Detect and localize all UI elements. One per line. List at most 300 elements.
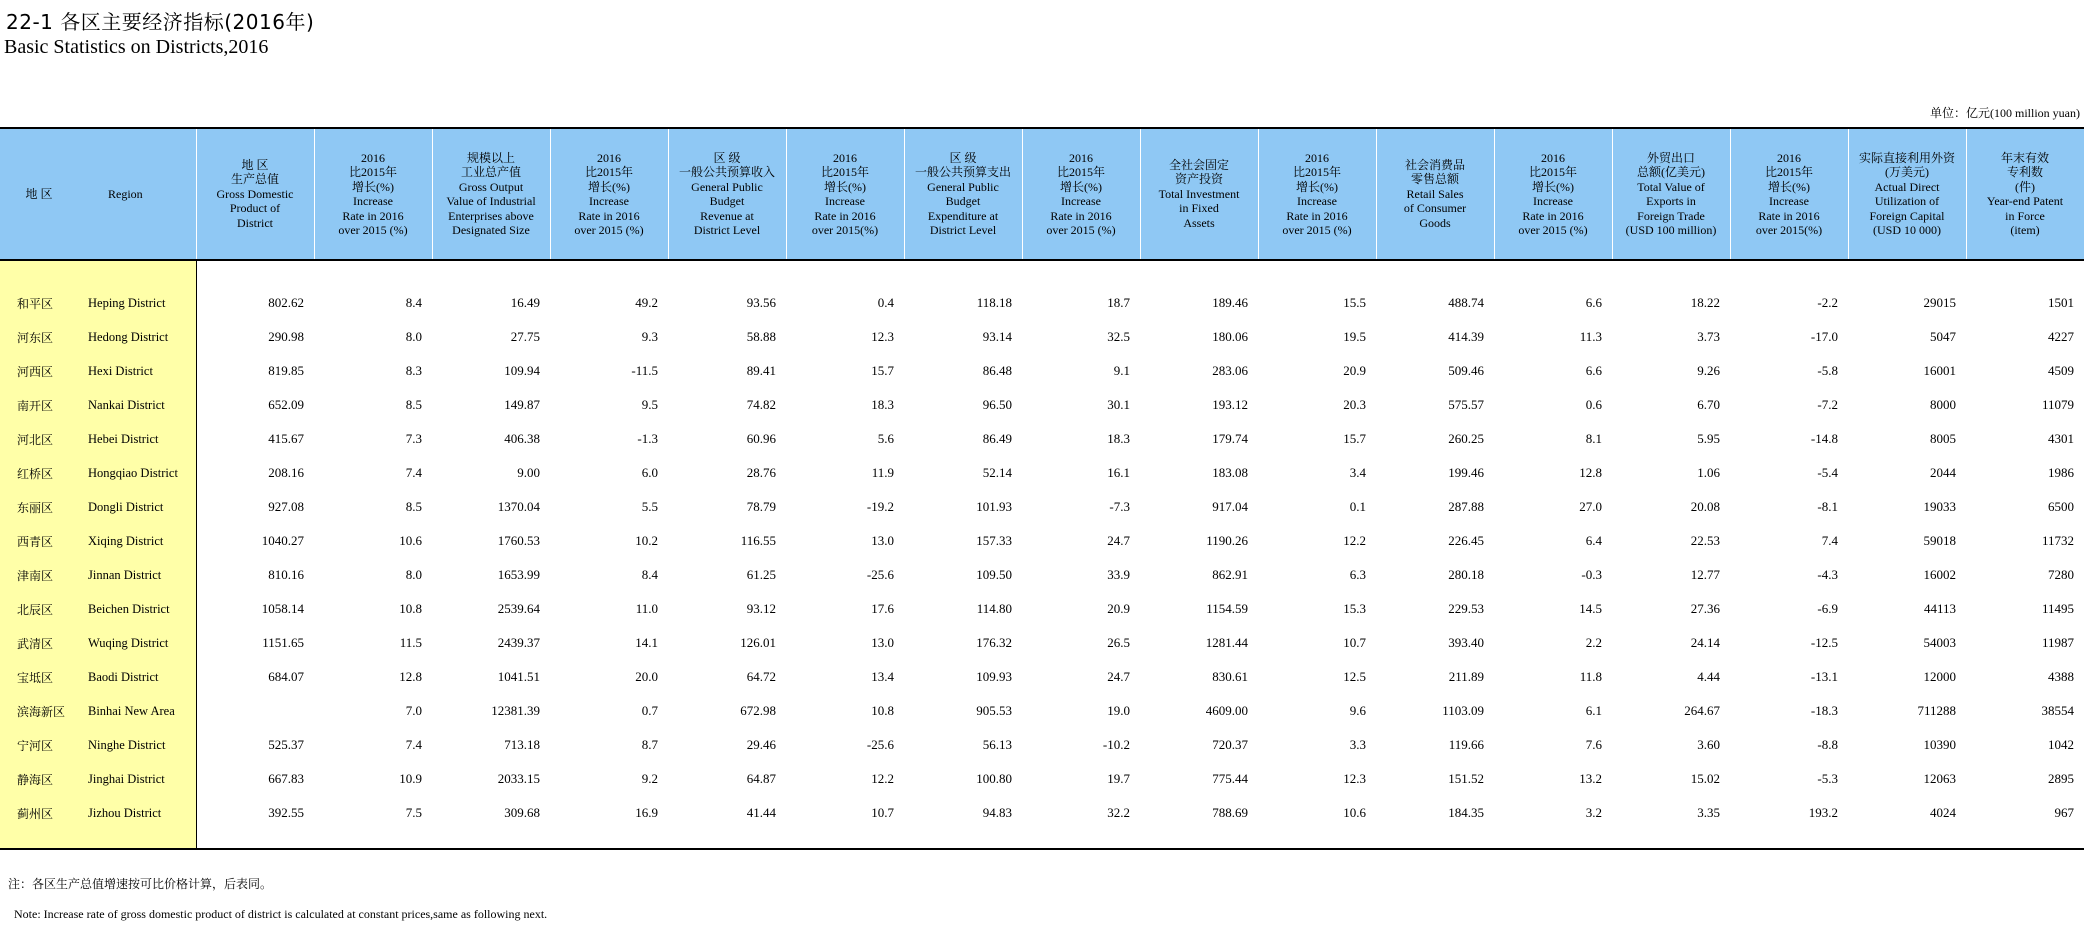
table-cell: 211.89 [1448, 669, 1484, 684]
table-cell: -8.1 [1817, 499, 1838, 514]
district-name-cn: 东丽区 [0, 490, 78, 524]
table-cell: 5.95 [1697, 431, 1720, 446]
table-cell: 0.6 [1585, 397, 1602, 412]
column-header-2 [196, 128, 314, 260]
table-cell: 15.02 [1690, 771, 1720, 786]
table-cell: 788.69 [1212, 805, 1248, 820]
column-header-7 [786, 128, 904, 260]
district-name-en: Hedong District [78, 320, 196, 354]
table-cell: 19.0 [1107, 703, 1130, 718]
table-cell: 16002 [1923, 567, 1956, 582]
column-header-label: 区 级 一般公共预算收入 General Public Budget Revenue at District Level [678, 150, 775, 237]
table-cell: 22.53 [1690, 533, 1720, 548]
table-cell: 1370.04 [497, 499, 540, 514]
table-cell: 8.0 [405, 329, 422, 344]
table-cell: 114.80 [976, 601, 1012, 616]
spacer-cell [432, 830, 550, 849]
table-cell: -4.3 [1817, 567, 1838, 582]
table-cell: 393.40 [1448, 635, 1484, 650]
table-cell: 667.83 [268, 771, 304, 786]
table-cell: 16001 [1923, 363, 1956, 378]
table-cell: 11.8 [1579, 669, 1602, 684]
district-name-en: Wuqing District [78, 626, 196, 660]
table-row [0, 558, 2084, 592]
district-name-en: Heping District [78, 286, 196, 320]
table-cell: -5.3 [1817, 771, 1838, 786]
table-cell: 61.25 [746, 567, 776, 582]
table-cell [196, 694, 314, 728]
table-cell: 56.13 [982, 737, 1012, 752]
district-name-en: Jinghai District [78, 762, 196, 796]
table-cell: 184.35 [1448, 805, 1484, 820]
spacer-cell [1612, 830, 1730, 849]
table-cell: 1501 [2048, 295, 2074, 310]
table-row [0, 796, 2084, 830]
column-header-1 [78, 128, 196, 260]
table-cell: 2439.37 [497, 635, 540, 650]
district-name-cn: 宝坻区 [0, 660, 78, 694]
table-cell: 10.6 [1343, 805, 1366, 820]
table-cell: 24.7 [1107, 533, 1130, 548]
table-cell: 109.50 [976, 567, 1012, 582]
table-cell: 3.60 [1697, 737, 1720, 752]
table-cell: 8.3 [405, 363, 422, 378]
table-cell: 20.3 [1343, 397, 1366, 412]
table-cell: 9.00 [517, 465, 540, 480]
table-cell: 1281.44 [1205, 635, 1248, 650]
table-cell: -10.2 [1102, 737, 1130, 752]
table-cell: 183.08 [1212, 465, 1248, 480]
district-name-cn: 南开区 [0, 388, 78, 422]
table-cell: 89.41 [746, 363, 776, 378]
table-cell: 2539.64 [497, 601, 540, 616]
column-header-11 [1258, 128, 1376, 260]
table-cell: 93.14 [982, 329, 1012, 344]
table-cell: 18.3 [1107, 431, 1130, 446]
table-cell: 12.5 [1343, 669, 1366, 684]
table-cell: 151.52 [1448, 771, 1484, 786]
table-cell: 264.67 [1684, 703, 1720, 718]
table-cell: 1653.99 [497, 567, 540, 582]
table-cell: 1154.59 [1206, 601, 1248, 616]
table-cell: 1.06 [1697, 465, 1720, 480]
table-cell: 86.48 [982, 363, 1012, 378]
table-cell: 4.44 [1697, 669, 1720, 684]
table-cell: 13.2 [1579, 771, 1602, 786]
table-cell: 525.37 [268, 737, 304, 752]
table-cell: -13.1 [1810, 669, 1838, 684]
table-cell: 488.74 [1448, 295, 1484, 310]
table-cell: 8.7 [641, 737, 658, 752]
district-name-cn: 河东区 [0, 320, 78, 354]
table-cell: 32.2 [1107, 805, 1130, 820]
table-cell: 4609.00 [1205, 703, 1248, 718]
table-cell: 11.5 [399, 635, 422, 650]
table-cell: 4024 [1930, 805, 1956, 820]
table-header-row [0, 128, 2084, 260]
spacer-cell [1258, 830, 1376, 849]
spacer-cell [668, 260, 786, 286]
table-cell: 280.18 [1448, 567, 1484, 582]
spacer-cell [1966, 260, 2084, 286]
table-cell: 8.0 [405, 567, 422, 582]
table-row [0, 728, 2084, 762]
spacer-cell [1140, 260, 1258, 286]
spacer-cell [1376, 260, 1494, 286]
spacer-cell [1022, 830, 1140, 849]
table-cell: 20.9 [1107, 601, 1130, 616]
table-cell: 18.22 [1690, 295, 1720, 310]
table-cell: 38554 [2041, 703, 2074, 718]
column-header-15 [1730, 128, 1848, 260]
table-cell: 30.1 [1107, 397, 1130, 412]
table-cell: 12381.39 [491, 703, 540, 718]
spacer-cell [668, 830, 786, 849]
table-cell: 9.6 [1349, 703, 1366, 718]
spacer-cell [786, 830, 904, 849]
column-header-label: 2016 比2015年 增长(%) Increase Rate in 2016 over 2015(%) [1755, 150, 1823, 237]
table-cell: 17.6 [871, 601, 894, 616]
table-row [0, 592, 2084, 626]
table-spacer-row [0, 260, 2084, 286]
table-cell: 29015 [1923, 295, 1956, 310]
column-header-label: 实际直接利用外资 (万美元) Actual Direct Utilization of Foreign Capital (USD 10 000) [1858, 150, 1955, 237]
table-cell: 189.46 [1212, 295, 1248, 310]
table-cell: 12063 [1923, 771, 1956, 786]
spacer-cell [1376, 830, 1494, 849]
table-cell: 6.3 [1349, 567, 1366, 582]
district-name-cn: 滨海新区 [0, 694, 78, 728]
table-cell: 8005 [1930, 431, 1956, 446]
table-cell: 9.5 [641, 397, 658, 412]
table-cell: 27.0 [1579, 499, 1602, 514]
table-cell: -19.2 [866, 499, 894, 514]
table-cell: 11987 [2041, 635, 2074, 650]
spacer-cell [1966, 830, 2084, 849]
column-header-16 [1848, 128, 1966, 260]
table-cell: 287.88 [1448, 499, 1484, 514]
table-cell: 6.1 [1585, 703, 1602, 718]
table-cell: 4509 [2048, 363, 2074, 378]
table-cell: -7.2 [1817, 397, 1838, 412]
table-row [0, 660, 2084, 694]
table-cell: 18.7 [1107, 295, 1130, 310]
spacer-cell [432, 260, 550, 286]
table-cell: 917.04 [1212, 499, 1248, 514]
table-cell: 1042 [2048, 737, 2074, 752]
table-cell: 52.14 [982, 465, 1012, 480]
table-row [0, 422, 2084, 456]
table-cell: 41.44 [746, 805, 776, 820]
spacer-cell [786, 260, 904, 286]
district-name-en: Xiqing District [78, 524, 196, 558]
district-name-en: Dongli District [78, 490, 196, 524]
table-cell: 1986 [2048, 465, 2074, 480]
table-cell: 967 [2054, 805, 2074, 820]
table-cell: 26.5 [1107, 635, 1130, 650]
district-name-en: Ninghe District [78, 728, 196, 762]
table-cell: 6.6 [1585, 363, 1602, 378]
table-cell: 229.53 [1448, 601, 1484, 616]
district-name-en: Baodi District [78, 660, 196, 694]
table-cell: 96.50 [982, 397, 1012, 412]
spacer-cell [1848, 830, 1966, 849]
column-header-label: 区 级 一般公共预算支出 General Public Budget Expenditure at District Level [914, 150, 1011, 237]
table-cell: 60.96 [746, 431, 776, 446]
table-cell: 1760.53 [497, 533, 540, 548]
table-cell: 193.12 [1212, 397, 1248, 412]
spacer-cell [196, 830, 314, 849]
table-cell: 0.1 [1349, 499, 1366, 514]
column-header-label: 2016 比2015年 增长(%) Increase Rate in 2016 over 2015 (%) [1282, 150, 1352, 237]
table-cell: 64.87 [746, 771, 776, 786]
spacer-cell [904, 260, 1022, 286]
table-cell: 7.3 [405, 431, 422, 446]
table-cell: 1040.27 [261, 533, 304, 548]
table-cell: 1041.51 [497, 669, 540, 684]
table-cell: 4227 [2048, 329, 2074, 344]
district-name-en: Hebei District [78, 422, 196, 456]
column-header-label: 社会消费品 零售总额 Retail Sales of Consumer Goods [1403, 157, 1467, 230]
spacer-cell [78, 260, 196, 286]
table-body [0, 260, 2084, 849]
table-cell: 20.0 [635, 669, 658, 684]
column-header-label: 2016 比2015年 增长(%) Increase Rate in 2016 over 2015 (%) [574, 150, 644, 237]
table-cell: 14.1 [635, 635, 658, 650]
table-cell: 13.4 [871, 669, 894, 684]
column-header-4 [432, 128, 550, 260]
table-cell: 208.16 [268, 465, 304, 480]
district-name-cn: 河北区 [0, 422, 78, 456]
column-header-label: 规模以上 工业总产值 Gross Output Value of Industrial Enterprises above Designated Size [446, 150, 536, 237]
table-cell: 101.93 [976, 499, 1012, 514]
table-cell: -25.6 [866, 567, 894, 582]
table-cell: 149.87 [504, 397, 540, 412]
table-cell: 193.2 [1808, 805, 1838, 820]
table-cell: -14.8 [1810, 431, 1838, 446]
table-cell: 283.06 [1212, 363, 1248, 378]
spacer-cell [550, 260, 668, 286]
table-cell: 8.4 [405, 295, 422, 310]
table-cell: 10.8 [871, 703, 894, 718]
table-cell: 93.56 [746, 295, 776, 310]
spacer-cell [1494, 260, 1612, 286]
column-header-label: 地 区 生产总值 Gross Domestic Product of District [216, 157, 294, 230]
spacer-cell [1612, 260, 1730, 286]
table-cell: 2044 [1930, 465, 1956, 480]
column-header-label: 2016 比2015年 增长(%) Increase Rate in 2016 over 2015 (%) [338, 150, 408, 237]
spacer-cell [1022, 260, 1140, 286]
table-cell: 10.2 [635, 533, 658, 548]
table-cell: 119.66 [1448, 737, 1484, 752]
table-cell: 810.16 [268, 567, 304, 582]
table-cell: 28.76 [746, 465, 776, 480]
spacer-cell [1848, 260, 1966, 286]
table-cell: 109.94 [504, 363, 540, 378]
table-cell: 672.98 [740, 703, 776, 718]
table-cell: 7.4 [405, 737, 422, 752]
table-cell: 180.06 [1212, 329, 1248, 344]
district-name-cn: 北辰区 [0, 592, 78, 626]
table-row [0, 490, 2084, 524]
table-cell: 86.49 [982, 431, 1012, 446]
table-cell: 509.46 [1448, 363, 1484, 378]
district-name-cn: 和平区 [0, 286, 78, 320]
table-cell: 20.9 [1343, 363, 1366, 378]
table-cell: 652.09 [268, 397, 304, 412]
table-cell: 176.32 [976, 635, 1012, 650]
table-cell: 4301 [2048, 431, 2074, 446]
table-cell: 12.2 [1343, 533, 1366, 548]
table-cell: 32.5 [1107, 329, 1130, 344]
table-row [0, 354, 2084, 388]
spacer-cell [314, 260, 432, 286]
table-cell: 260.25 [1448, 431, 1484, 446]
column-header-label: 2016 比2015年 增长(%) Increase Rate in 2016 over 2015 (%) [1046, 150, 1116, 237]
table-cell: 7.4 [405, 465, 422, 480]
table-cell: 720.37 [1212, 737, 1248, 752]
district-name-en: Binhai New Area [78, 694, 196, 728]
table-cell: 7.6 [1585, 737, 1602, 752]
table-row [0, 456, 2084, 490]
table-cell: 59018 [1923, 533, 1956, 548]
table-cell: -7.3 [1109, 499, 1130, 514]
column-header-13 [1494, 128, 1612, 260]
table-cell: -17.0 [1810, 329, 1838, 344]
table-cell: 11079 [2041, 397, 2074, 412]
table-cell: 11495 [2041, 601, 2074, 616]
table-cell: 29.46 [746, 737, 776, 752]
table-cell: 14.5 [1579, 601, 1602, 616]
page-title-en: Basic Statistics on Districts,2016 [4, 36, 269, 58]
table-cell: 13.0 [871, 533, 894, 548]
spacer-cell [1494, 830, 1612, 849]
table-cell: 3.2 [1585, 805, 1602, 820]
spacer-cell [0, 830, 78, 849]
column-header-label: 2016 比2015年 增长(%) Increase Rate in 2016 over 2015(%) [811, 150, 879, 237]
table-cell: 9.26 [1697, 363, 1720, 378]
table-cell: 12.8 [399, 669, 422, 684]
table-cell: 15.5 [1343, 295, 1366, 310]
table-cell: 12.3 [1343, 771, 1366, 786]
table-cell: 20.08 [1690, 499, 1720, 514]
table-cell: -5.4 [1817, 465, 1838, 480]
table-cell: 94.83 [982, 805, 1012, 820]
table-cell: 819.85 [268, 363, 304, 378]
table-cell: 19.5 [1343, 329, 1366, 344]
district-name-cn: 红桥区 [0, 456, 78, 490]
footnote-en: Note: Increase rate of gross domestic product of district is calculated at constant prices,same as following next. [14, 907, 548, 921]
spacer-cell [78, 830, 196, 849]
table-row [0, 524, 2084, 558]
spacer-cell [550, 830, 668, 849]
table-cell: 15.3 [1343, 601, 1366, 616]
table-cell: 78.79 [746, 499, 776, 514]
table-row [0, 762, 2084, 796]
unit-label: 单位：亿元(100 million yuan) [1930, 106, 2080, 120]
table-cell: 157.33 [976, 533, 1012, 548]
column-header-label: 年末有效 专利数 (件) Year-end Patent in Force (item) [1986, 150, 2064, 237]
spacer-cell [1140, 830, 1258, 849]
table-spacer-row [0, 830, 2084, 849]
table-cell: 10.7 [871, 805, 894, 820]
table-cell: 10.8 [399, 601, 422, 616]
table-cell: 27.36 [1690, 601, 1720, 616]
table-cell: 54003 [1923, 635, 1956, 650]
table-cell: 2.2 [1585, 635, 1602, 650]
table-cell: -18.3 [1810, 703, 1838, 718]
statistics-table-container [0, 127, 2084, 833]
table-cell: 8000 [1930, 397, 1956, 412]
table-cell: 8.4 [641, 567, 658, 582]
table-cell: 226.45 [1448, 533, 1484, 548]
table-cell: 2895 [2048, 771, 2074, 786]
table-cell: 406.38 [504, 431, 540, 446]
table-cell: 1190.26 [1206, 533, 1248, 548]
table-cell: 64.72 [746, 669, 776, 684]
table-cell: 58.88 [746, 329, 776, 344]
statistics-table [0, 127, 2084, 850]
table-row [0, 626, 2084, 660]
table-cell: -5.8 [1817, 363, 1838, 378]
table-cell: -11.5 [631, 363, 658, 378]
table-cell: 11732 [2041, 533, 2074, 548]
table-cell: 7.0 [405, 703, 422, 718]
column-header-6 [668, 128, 786, 260]
table-cell: 11.3 [1579, 329, 1602, 344]
table-cell: 12.8 [1579, 465, 1602, 480]
table-cell: 4388 [2048, 669, 2074, 684]
district-name-cn: 静海区 [0, 762, 78, 796]
table-cell: 44113 [1923, 601, 1956, 616]
column-header-17 [1966, 128, 2084, 260]
table-cell: 11.0 [635, 601, 658, 616]
column-header-8 [904, 128, 1022, 260]
table-cell: 9.3 [641, 329, 658, 344]
spacer-cell [196, 260, 314, 286]
table-cell: 775.44 [1212, 771, 1248, 786]
table-cell: 905.53 [976, 703, 1012, 718]
district-name-cn: 西青区 [0, 524, 78, 558]
table-cell: 126.01 [740, 635, 776, 650]
table-cell: 18.3 [871, 397, 894, 412]
table-cell: 0.7 [641, 703, 658, 718]
table-cell: 16.49 [510, 295, 540, 310]
column-header-label: 外贸出口 总额(亿美元) Total Value of Exports in Foreign Trade (USD 100 million) [1625, 150, 1717, 237]
column-header-label: 全社会固定 资产投资 Total Investment in Fixed Assets [1158, 157, 1240, 230]
table-cell: 713.18 [504, 737, 540, 752]
table-cell: 5.6 [877, 431, 894, 446]
table-cell: 6.0 [641, 465, 658, 480]
table-cell: 6.6 [1585, 295, 1602, 310]
table-row [0, 694, 2084, 728]
table-cell: 199.46 [1448, 465, 1484, 480]
table-cell: 8.1 [1585, 431, 1602, 446]
district-name-cn: 河西区 [0, 354, 78, 388]
table-cell: 10.7 [1343, 635, 1366, 650]
district-name-cn: 武清区 [0, 626, 78, 660]
table-cell: 7.4 [1821, 533, 1838, 548]
table-cell: 118.18 [976, 295, 1012, 310]
table-cell: 16.1 [1107, 465, 1130, 480]
table-cell: 575.57 [1448, 397, 1484, 412]
district-name-en: Nankai District [78, 388, 196, 422]
table-cell: 1058.14 [261, 601, 304, 616]
spacer-cell [904, 830, 1022, 849]
table-row [0, 388, 2084, 422]
table-cell: 15.7 [1343, 431, 1366, 446]
district-name-cn: 宁河区 [0, 728, 78, 762]
